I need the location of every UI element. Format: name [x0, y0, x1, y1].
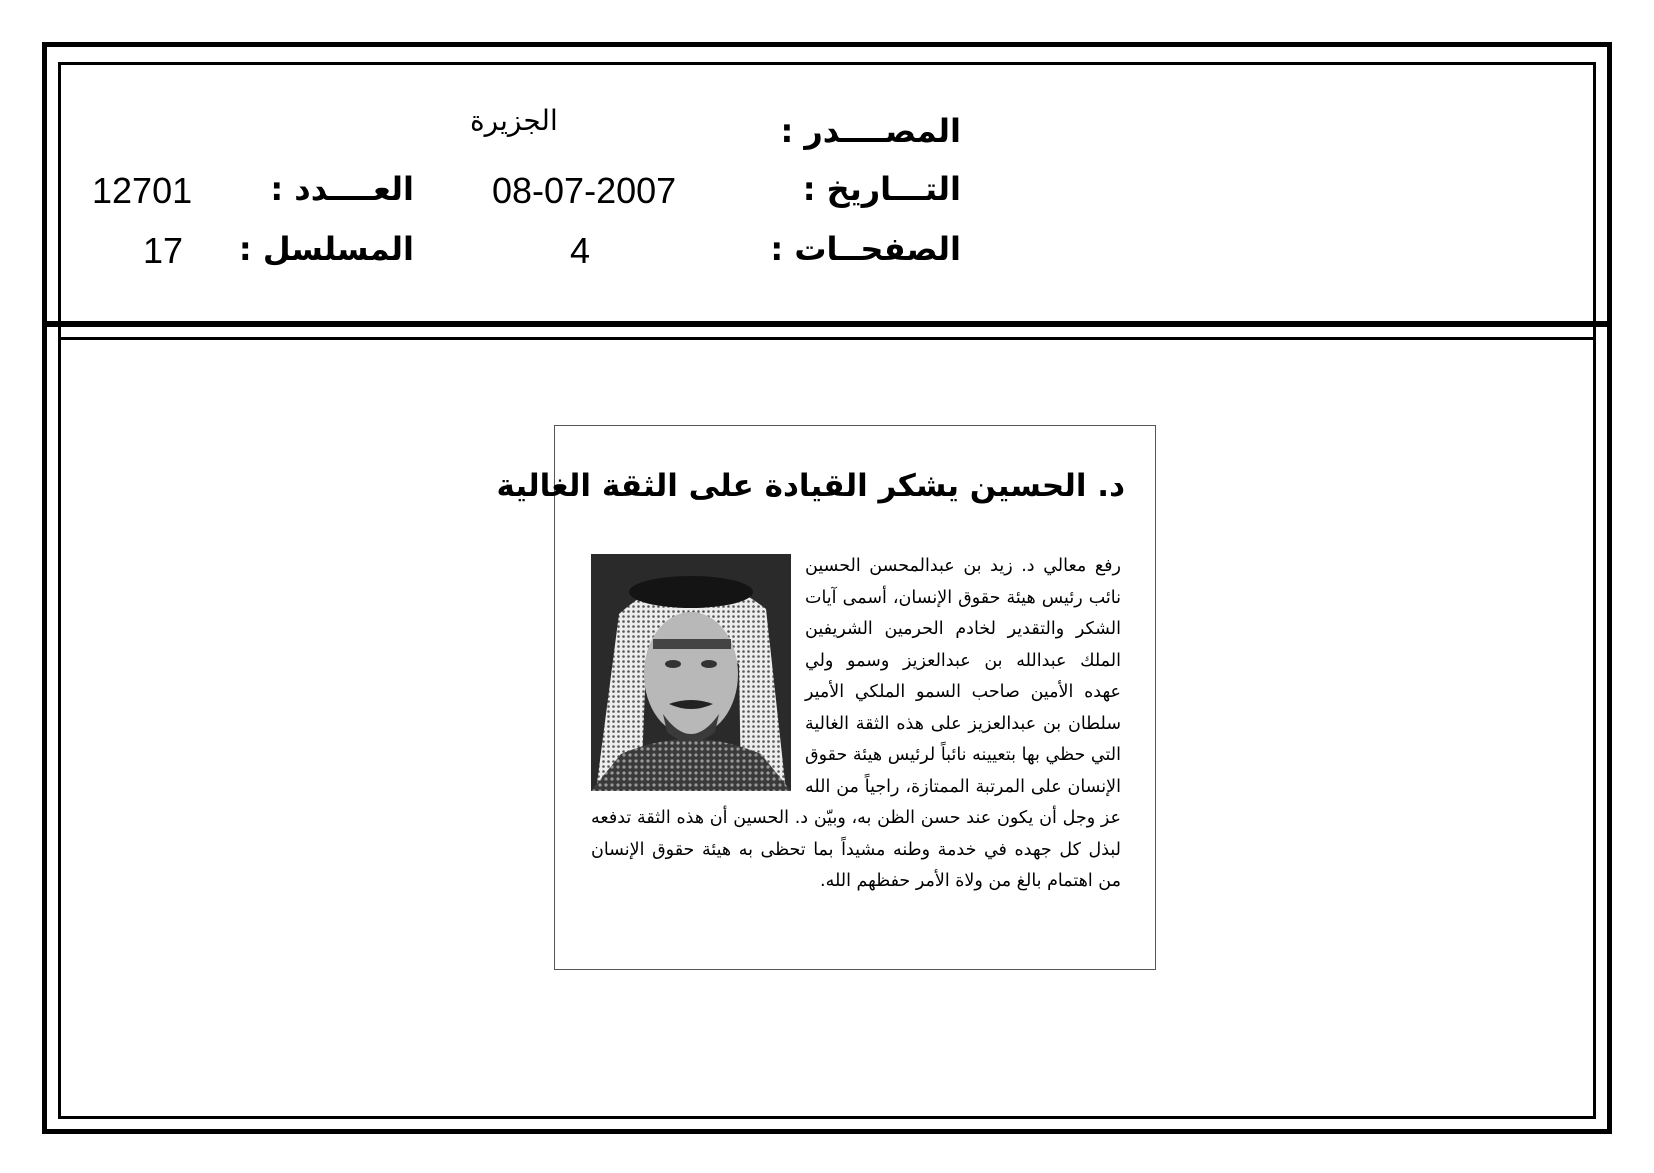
article-body-text: رفع معالي د. زيد بن عبدالمحسن الحسين نائب رئيس هيئة حقوق الإنسان، أسمى آيات الشكر والتقدير لخادم الحرمين الشريفين الملك عبدالله بن عبدالعزيز وسمو ولي عهده الأمين صاحب السمو الملكي الأمير سلطان بن عبدالعزيز على هذه الثقة الغالية التي حظي بها بتعيينه نائباً لرئيس هيئة حقوق الإنسان على المرتبة الممتازة، راجياً من الله عز وجل أن يكون عند حسن الظن به، وبيّن د. الحسين أن هذه الثقة تدفعه لبذل كل جهده في خدمة وطنه مشيداً بما تحظى به هيئة حقوق الإنسان من اهتمام بالغ من ولاة الأمر حفظهم الله. [591, 556, 1121, 891]
article-body [591, 551, 1121, 898]
source-label: المصــــدر : [780, 112, 961, 150]
photo-spacer [591, 551, 805, 801]
date-value: 08-07-2007 [492, 170, 677, 211]
issue-label: العــــدد : [270, 170, 414, 208]
source-value: الجزيرة [470, 104, 558, 137]
issue-value: 12701 [92, 170, 193, 211]
article-headline: د. الحسين يشكر القيادة على الثقة الغالية [496, 468, 1125, 504]
serial-label: المسلسل : [238, 230, 414, 268]
pages-label: الصفحــات : [770, 230, 961, 268]
header-divider-inner [58, 337, 1596, 340]
pages-value: 4 [570, 230, 591, 271]
header-divider [42, 321, 1612, 327]
newspaper-clipping [496, 425, 1156, 970]
serial-value: 17 [143, 230, 184, 271]
date-label: التـــاريخ : [802, 170, 961, 208]
